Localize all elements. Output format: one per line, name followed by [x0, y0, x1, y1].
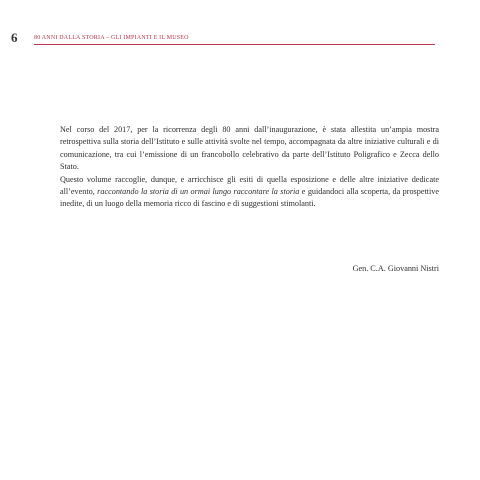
page-number: 6 [11, 30, 18, 45]
paragraph-1: Nel corso del 2017, per la ricorrenza degli 80 anni dall’inaugurazione, è stata allestita un’ampia mostra retrospettiva sulla storia dell’Istituto e sulle attività svolte nel tempo, accompagnata da altre iniziative culturali e di comunicazione, tra cui l’emissione di un francobollo celebrativo da parte dell’Istituto Poligrafico e Zecca dello Stato. [60, 125, 439, 172]
paragraph-2-quote: raccontando la storia di un ormai lungo raccontare la storia [97, 187, 300, 197]
author-signature: Gen. C.A. Giovanni Nistri [352, 264, 439, 273]
header-rule [34, 44, 435, 45]
paragraph-2-before: Questo volume raccoglie, dunque, e arricchisce gli esiti di quella esposizione e delle altre iniziative dedicate all’evento, [60, 174, 439, 197]
running-header-title: 80 ANNI DALLA STORIA – GLI IMPIANTI E IL MUSEO [34, 35, 189, 41]
body-text [60, 124, 439, 211]
paragraph-2 [60, 174, 439, 211]
paragraph-2-after: e guidandoci alla scoperta, da prospettive inedite, di un luogo della memoria ricco di fascino e di suggestioni stimolanti. [60, 187, 440, 209]
